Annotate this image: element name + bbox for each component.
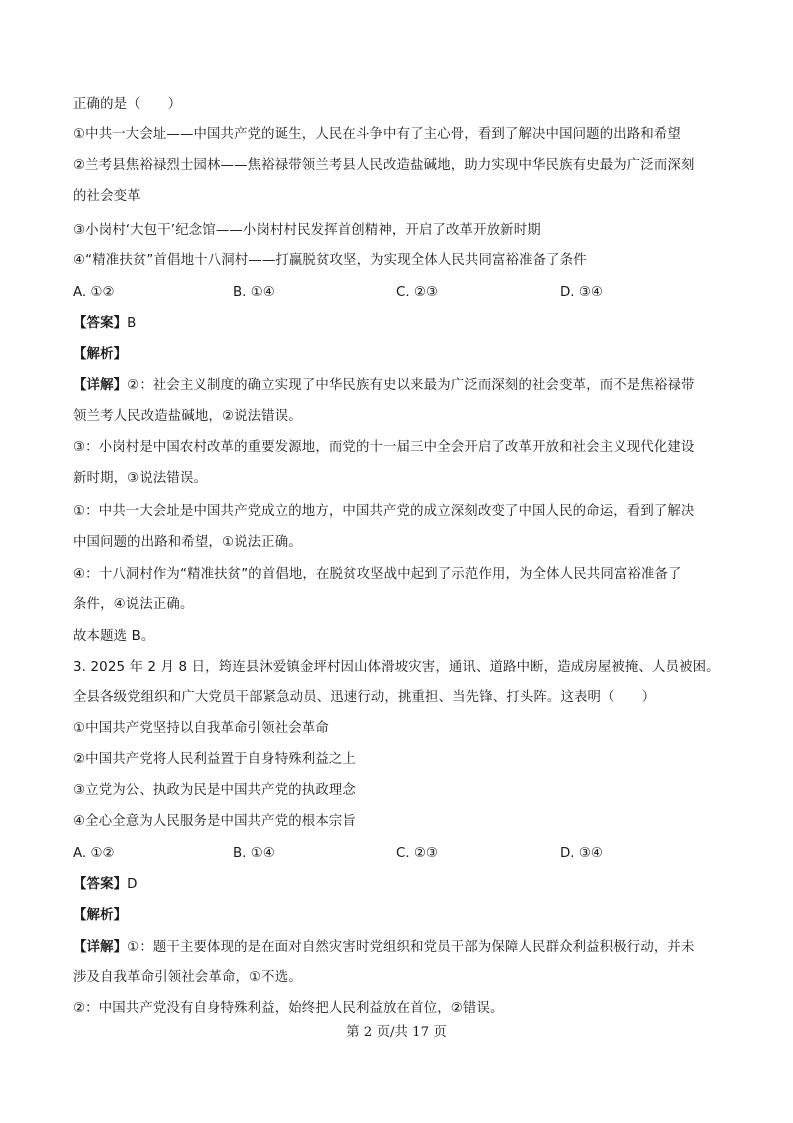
q3-answer [73, 876, 723, 894]
q3-answer-tag: 【答案】 [73, 877, 128, 892]
q3-option-b: B. ①④ [233, 846, 275, 861]
q3-analysis-tag: 【解析】 [73, 908, 128, 923]
q2-detail-4-cont: 条件，④说法正确。 [73, 597, 194, 612]
q2-detail-3: ①：中共一大会址是中国共产党成立的地方，中国共产党的成立深刻改变了中国人民的命运，看到了解决 [73, 504, 695, 519]
q2-detail-tag: 【详解】 [73, 378, 128, 393]
q2-statement-2-cont: 的社会变革 [73, 189, 141, 204]
q2-conclusion: 故本题选 B。 [73, 629, 155, 644]
q3-answer-value: D [127, 877, 138, 892]
q3-option-d: D. ③④ [560, 846, 603, 861]
q2-option-c: C. ②③ [396, 285, 438, 300]
q2-detail-1-cont: 领兰考人民改造盐碱地，②说法错误。 [73, 409, 302, 424]
q2-option-d: D. ③④ [560, 285, 603, 300]
page-footer: 第 2 页/共 17 页 [346, 1025, 447, 1040]
q2-detail-2: ③：小岗村是中国农村改革的重要发源地，而党的十一届三中全会开启了改革开放和社会主义现代化建设 [73, 440, 695, 455]
q2-detail-1: 【详解】②：社会主义制度的确立实现了中华民族有史以来最为广泛而深刻的社会变革，而不是焦裕禄带 [73, 378, 695, 393]
q3-statement-3: ③立党为公、执政为民是中国共产党的执政理念 [73, 783, 356, 798]
q2-answer [73, 315, 723, 333]
q3-stem: 3. 2025 年 2 月 8 日，筠连县沐爱镇金坪村因山体滑坡灾害，通讯、道路中断，造成房屋被掩、人员被困。 [73, 660, 720, 675]
q3-detail-tag: 【详解】 [73, 940, 128, 955]
q3-statement-1: ①中国共产党坚持以自我革命引领社会革命 [73, 721, 329, 736]
q3-stem-cont: 全县各级党组织和广大党员干部紧急动员、迅速行动，挑重担、当先锋、打头阵。这表明（ ） [73, 690, 656, 705]
q3-options [73, 845, 723, 863]
q2-answer-value: B [127, 316, 137, 331]
q3-statement-2: ②中国共产党将人民利益置于自身特殊利益之上 [73, 752, 356, 767]
q2-analysis-tag: 【解析】 [73, 347, 128, 362]
q2-detail-3-cont: 中国问题的出路和希望，①说法正确。 [73, 535, 302, 550]
q2-answer-tag: 【答案】 [73, 316, 128, 331]
q2-statement-1: ①中共一大会址——中国共产党的诞生，人民在斗争中有了主心骨，看到了解决中国问题的出路和希望 [73, 127, 681, 142]
q2-option-a: A. ①② [73, 285, 115, 300]
q3-option-c: C. ②③ [396, 846, 438, 861]
q3-detail-1-cont: 涉及自我革命引领社会革命，①不选。 [73, 970, 302, 985]
q2-option-b: B. ①④ [233, 285, 275, 300]
q2-statement-4: ④“精准扶贫”首倡地十八洞村——打赢脱贫攻坚，为实现全体人民共同富裕准备了条件 [73, 253, 587, 268]
q2-detail-4: ④：十八洞村作为“精准扶贫”的首倡地，在脱贫攻坚战中起到了示范作用，为全体人民共同富裕准备了 [73, 567, 682, 582]
q2-detail-2-cont: 新时期，③说法错误。 [73, 471, 208, 486]
q3-detail-2: ②：中国共产党没有自身特殊利益，始终把人民利益放在首位，②错误。 [73, 1001, 504, 1016]
q2-options [73, 284, 723, 302]
q3-option-a: A. ①② [73, 846, 115, 861]
q2-statement-2: ②兰考县焦裕禄烈士园林——焦裕禄带领兰考县人民改造盐碱地，助力实现中华民族有史最为广泛而深刻 [73, 158, 695, 173]
q3-statement-4: ④全心全意为人民服务是中国共产党的根本宗旨 [73, 814, 356, 829]
q2-statement-3: ③小岗村‘大包干’纪念馆——小岗村村民发挥首创精神，开启了改革开放新时期 [73, 223, 541, 238]
q2-stem-tail: 正确的是（ ） [73, 97, 182, 112]
q3-detail-1: 【详解】①：题干主要体现的是在面对自然灾害时党组织和党员干部为保障人民群众利益积极行动，并未 [73, 940, 695, 955]
